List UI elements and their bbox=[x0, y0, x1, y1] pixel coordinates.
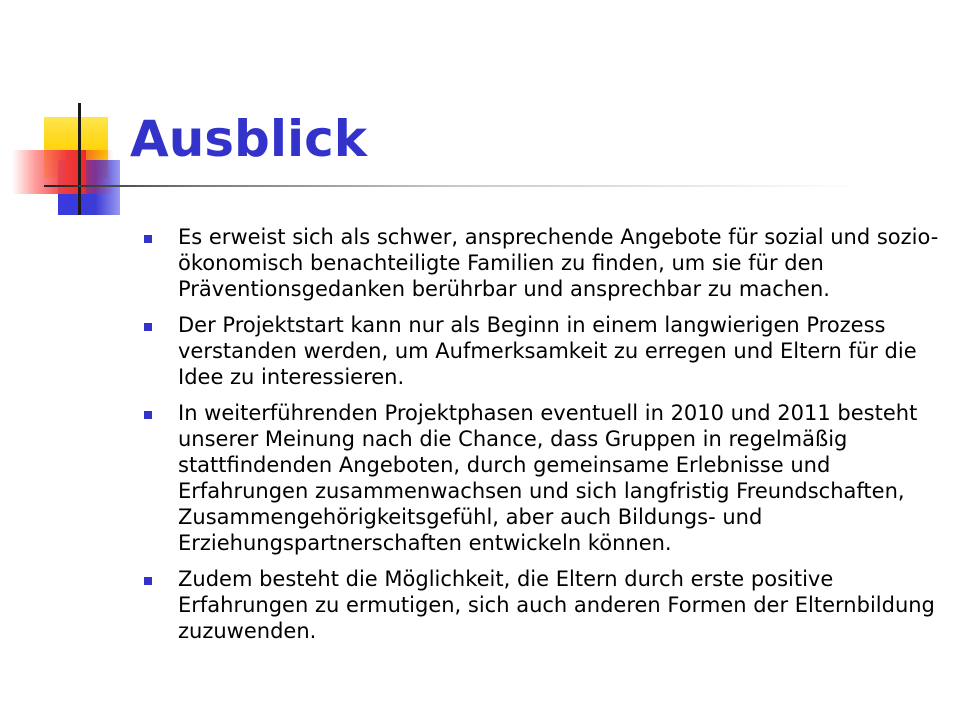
bullet-text: In weiterführenden Projektphasen eventuell in 2010 und 2011 besteht unserer Meinung nach die Chance, dass Gruppen in regelmäßig stattfindenden Angeboten, durch gemeinsame Erlebnisse und Erfahrungen zusammenwachsen und sich langfristig Freundschaften, Zusammengehörigkeitsgefühl, aber auch Bildungs- und Erziehungspartnerschaften entwickeln können. bbox=[178, 401, 918, 555]
bullet-item bbox=[144, 312, 944, 390]
bullet-text: Es erweist sich als schwer, ansprechende Angebote für sozial und sozio-ökonomisch benachteiligte Familien zu finden, um sie für den Präventionsgedanken berührbar und ansprechbar zu machen. bbox=[178, 225, 939, 301]
decoration-red-fade bbox=[84, 150, 114, 194]
title-underline bbox=[44, 185, 864, 187]
square-bullet-icon bbox=[144, 411, 152, 419]
bullet-text: Zudem besteht die Möglichkeit, die Eltern durch erste positive Erfahrungen zu ermutigen, sich auch anderen Formen der Elternbildung zuzuwenden. bbox=[178, 567, 935, 643]
square-bullet-icon bbox=[144, 323, 152, 331]
square-bullet-icon bbox=[144, 577, 152, 585]
bullet-item bbox=[144, 224, 944, 302]
bullet-list bbox=[144, 224, 944, 654]
bullet-item bbox=[144, 566, 944, 644]
bullet-text: Der Projektstart kann nur als Beginn in einem langwierigen Prozess verstanden werden, um Aufmerksamkeit zu erregen und Eltern für die Idee zu interessieren. bbox=[178, 313, 917, 389]
decoration-red-bar bbox=[12, 150, 86, 194]
square-bullet-icon bbox=[144, 235, 152, 243]
decoration-vertical-line bbox=[78, 103, 81, 215]
bullet-item bbox=[144, 400, 944, 556]
slide-title: Ausblick bbox=[130, 110, 368, 168]
